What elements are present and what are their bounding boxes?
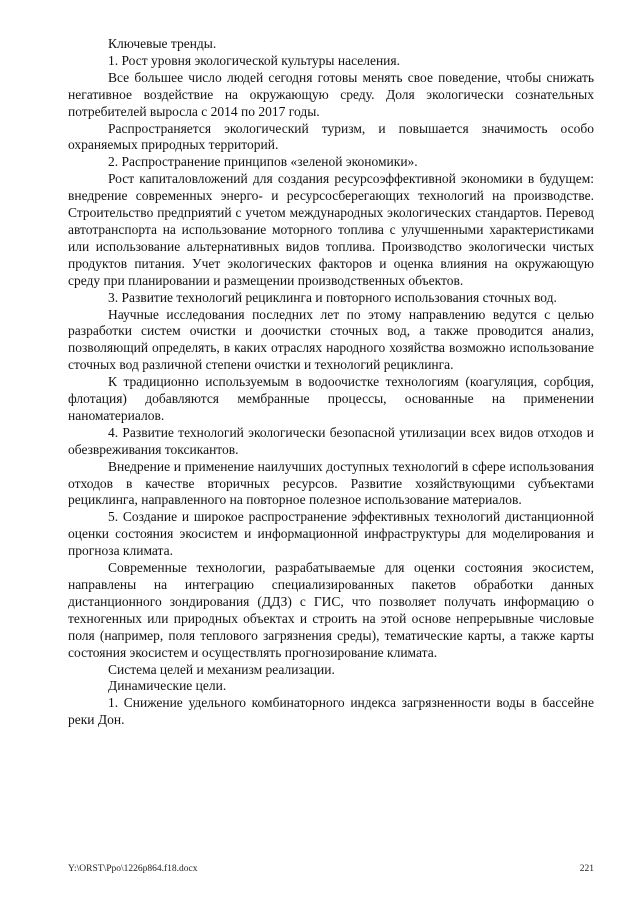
paragraph-trend-3-title: 3. Развитие технологий рециклинга и повторного использования сточных вод. [108,289,557,305]
paragraph-trend-4-title: 4. Развитие технологий экологически безопасной утилизации всех видов отходов и обезвреживания токсикантов. [68,424,594,457]
page-number: 221 [579,864,594,874]
paragraph-goals-heading: Система целей и механизм реализации. [108,661,335,677]
paragraph-dynamic-goals-heading: Динамические цели. [108,678,227,694]
paragraph-goal-1: 1. Снижение удельного комбинаторного индекса загрязненности воды в бассейне реки Дон. [68,695,594,728]
paragraph: Распространяется экологический туризм, и повышается значимость особо охраняемых природных территорий. [68,120,594,153]
paragraph-trend-2-title: 2. Распространение принципов «зеленой экономики». [108,154,418,170]
footer-file-path: Y:\ORST\Ppo\1226p864.f18.docx [68,864,198,874]
paragraph-trend-5-title: 5. Создание и широкое распространение эффективных технологий дистанционной оценки состояния экосистем и информационной инфраструктуры для моделирования и прогноза климата. [68,509,594,559]
paragraph: Рост капиталовложений для создания ресурсоэффективной экономики в будущем: внедрение современных энерго- и ресурсосберегающих технологий на производстве. Строительство предприятий с учетом международных экологических стандартов. Перевод автотранспорта на использование моторного топлива с улучшенными характеристиками или использование альтернативных видов топлива. Производство экологически чистых продуктов питания. Учет экологических факторов и оценка влияния на окружающую среду при планировании и размещении производственных объектов. [68,171,594,288]
paragraph: Научные исследования последних лет по этому направлению ведутся с целью разработки систем очистки и доочистки сточных вод, а также проводится анализ, позволяющий определять, в каких отраслях народного хозяйства возможно использование сточных вод различной степени очистки и технологий рециклинга. [68,306,594,373]
paragraph: Внедрение и применение наилучших доступных технологий в сфере использования отходов в качестве вторичных ресурсов. Развитие хозяйствующими субъектами рециклинга, направленного на повторное полезное использование материалов. [68,458,594,508]
paragraph: Все большее число людей сегодня готовы менять свое поведение, чтобы снижать негативное воздействие на окружающую среду. Доля экологически сознательных потребителей выросла с 2014 по 2017 годы. [68,69,594,119]
document-body [68,36,594,729]
paragraph-heading-key-trends: Ключевые тренды. [108,36,217,51]
paragraph: Современные технологии, разрабатываемые для оценки состояния экосистем, направлены на интеграцию специализированных пакетов обработки данных дистанционного зондирования (ДДЗ) с ГИС, что позволяет получать информацию о техногенных или природных объектах и строить на этой основе непрерывные числовые поля (например, поля теплового загрязнения среды), тематические карты, а также карты состояния экосистем и осуществлять прогнозирование климата. [68,560,594,660]
paragraph-trend-1-title: 1. Рост уровня экологической культуры населения. [108,52,400,68]
paragraph: К традиционно используемым в водоочистке технологиям (коагуляция, сорбция, флотация) добавляются мембранные процессы, основанные на применении наноматериалов. [68,374,594,423]
